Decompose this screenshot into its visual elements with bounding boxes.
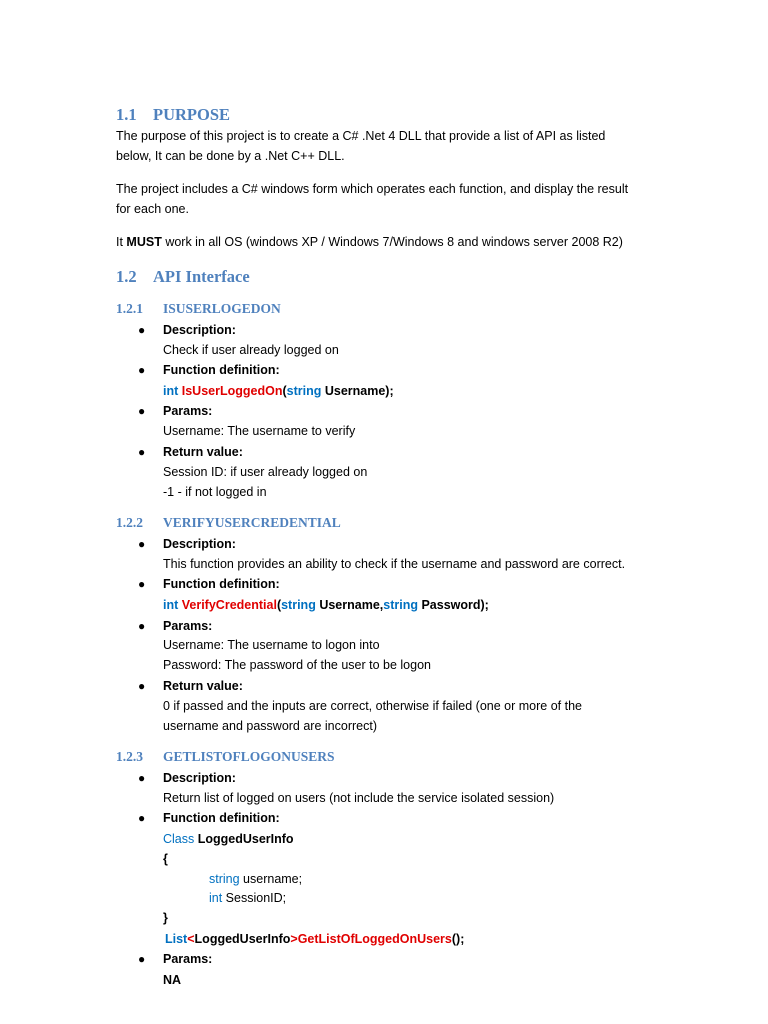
field-name: username; bbox=[239, 872, 303, 886]
heading-number: 1.2.2 bbox=[116, 515, 143, 530]
code-brace-open: { bbox=[163, 852, 168, 866]
purpose-paragraph-2-line-1: The project includes a C# windows form which operates each function, and display the result bbox=[116, 182, 629, 196]
code-paren: ( bbox=[282, 384, 287, 398]
bullet-icon: ● bbox=[138, 952, 146, 966]
function-definition-label: Function definition: bbox=[163, 577, 280, 591]
function-definition-code bbox=[163, 381, 394, 401]
description-label: Description: bbox=[163, 537, 236, 551]
code-keyword: Class bbox=[163, 832, 195, 846]
class-field-sessionid bbox=[209, 888, 286, 908]
code-function-name: >GetListOfLoggedOnUsers bbox=[290, 932, 452, 946]
heading-title: GETLISTOFLOGONUSERS bbox=[163, 749, 335, 764]
text-prefix: It bbox=[116, 235, 127, 249]
params-text-2: Password: The password of the user to be logon bbox=[163, 658, 431, 672]
heading-getlistoflogonusers bbox=[116, 749, 335, 765]
code-type: LoggedUserInfo bbox=[194, 932, 291, 946]
code-keyword: int bbox=[209, 891, 223, 905]
function-signature bbox=[165, 929, 464, 949]
heading-title: ISUSERLOGEDON bbox=[163, 301, 281, 316]
purpose-paragraph-1-line-2: below, It can be done by a .Net C++ DLL. bbox=[116, 149, 345, 163]
field-name: SessionID; bbox=[222, 891, 287, 905]
params-label: Params: bbox=[163, 404, 213, 418]
params-label: Params: bbox=[163, 619, 213, 633]
code-mid: Username, bbox=[315, 598, 384, 612]
code-keyword: string bbox=[286, 384, 322, 398]
heading-verifyusercredential bbox=[116, 515, 341, 531]
code-keyword: string bbox=[383, 598, 418, 612]
function-definition-label: Function definition: bbox=[163, 363, 280, 377]
code-keyword: int bbox=[163, 598, 182, 612]
purpose-paragraph-2-line-2: for each one. bbox=[116, 202, 189, 216]
params-text-1: Username: The username to logon into bbox=[163, 638, 380, 652]
function-definition-code bbox=[163, 595, 489, 615]
purpose-paragraph-3 bbox=[116, 232, 623, 252]
code-keyword: int bbox=[163, 384, 182, 398]
heading-isuserlogedon bbox=[116, 301, 281, 317]
function-definition-label: Function definition: bbox=[163, 811, 280, 825]
code-function-name: VerifyCredential bbox=[181, 598, 277, 612]
emphasis-must: MUST bbox=[126, 235, 162, 249]
class-name: LoggedUserInfo bbox=[194, 832, 294, 846]
return-value-text-2: -1 - if not logged in bbox=[163, 485, 267, 499]
purpose-paragraph-1-line-1: The purpose of this project is to create a C# .Net 4 DLL that provide a list of API as listed bbox=[116, 129, 606, 143]
bullet-icon: ● bbox=[138, 771, 146, 785]
code-rest: Username); bbox=[321, 384, 394, 398]
bullet-icon: ● bbox=[138, 445, 146, 459]
heading-title: PURPOSE bbox=[153, 105, 231, 124]
heading-number: 1.2.3 bbox=[116, 749, 143, 764]
bullet-icon: ● bbox=[138, 619, 146, 633]
return-value-text-1: Session ID: if user already logged on bbox=[163, 465, 368, 479]
bullet-icon: ● bbox=[138, 323, 146, 337]
code-rest: Password); bbox=[417, 598, 489, 612]
description-label: Description: bbox=[163, 771, 236, 785]
bullet-icon: ● bbox=[138, 537, 146, 551]
params-label: Params: bbox=[163, 952, 213, 966]
params-text: Username: The username to verify bbox=[163, 424, 356, 438]
bullet-icon: ● bbox=[138, 679, 146, 693]
description-text: Return list of logged on users (not include the service isolated session) bbox=[163, 791, 555, 805]
bullet-icon: ● bbox=[138, 811, 146, 825]
code-rest: (); bbox=[451, 932, 465, 946]
return-value-label: Return value: bbox=[163, 445, 243, 459]
bullet-icon: ● bbox=[138, 404, 146, 418]
heading-number: 1.2 bbox=[116, 267, 137, 286]
text-rest: work in all OS (windows XP / Windows 7/Windows 8 and windows server 2008 R2) bbox=[161, 235, 623, 249]
code-paren: ( bbox=[276, 598, 282, 612]
code-brace-close: } bbox=[163, 911, 168, 925]
heading-title: API Interface bbox=[153, 267, 250, 286]
class-declaration bbox=[163, 829, 294, 849]
class-field-username bbox=[209, 869, 302, 889]
heading-title: VERIFYUSERCREDENTIAL bbox=[163, 515, 341, 530]
heading-api-interface bbox=[116, 267, 250, 287]
heading-number: 1.1 bbox=[116, 105, 137, 124]
bullet-icon: ● bbox=[138, 363, 146, 377]
heading-purpose bbox=[116, 105, 230, 125]
code-angle: < bbox=[187, 932, 195, 946]
return-value-text-2: username and password are incorrect) bbox=[163, 719, 377, 733]
bullet-icon: ● bbox=[138, 577, 146, 591]
code-keyword: List bbox=[165, 932, 188, 946]
return-value-text-1: 0 if passed and the inputs are correct, otherwise if failed (one or more of the bbox=[163, 699, 582, 713]
heading-number: 1.2.1 bbox=[116, 301, 143, 316]
return-value-label: Return value: bbox=[163, 679, 243, 693]
code-keyword: string bbox=[281, 598, 316, 612]
params-text: NA bbox=[163, 973, 182, 987]
description-label: Description: bbox=[163, 323, 236, 337]
code-function-name: IsUserLoggedOn bbox=[181, 384, 283, 398]
description-text: Check if user already logged on bbox=[163, 343, 339, 357]
description-text: This function provides an ability to check if the username and password are correct. bbox=[163, 557, 626, 571]
code-keyword: string bbox=[209, 872, 240, 886]
